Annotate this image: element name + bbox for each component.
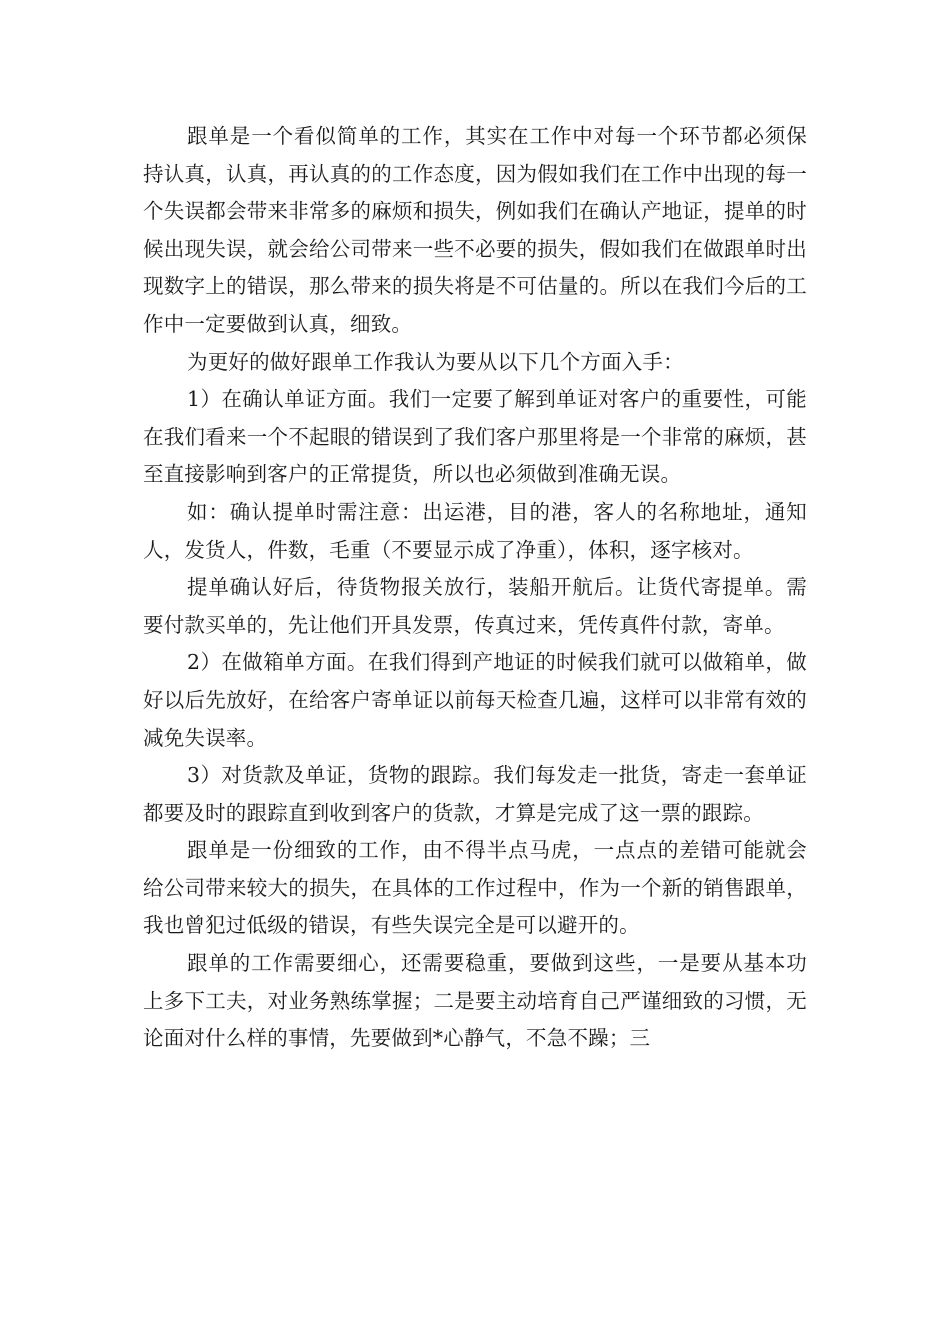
- paragraph-point-2: 2）在做箱单方面。在我们得到产地证的时候我们就可以做箱单，做好以后先放好，在给客户寄单证以前每天检查几遍，这样可以非常有效的减免失误率。: [143, 650, 807, 750]
- paragraph-point-3: 3）对货款及单证，货物的跟踪。我们每发走一批货，寄走一套单证都要及时的跟踪直到收到客户的货款，才算是完成了这一票的跟踪。: [143, 763, 807, 825]
- paragraph-careful-work: 跟单是一份细致的工作，由不得半点马虎，一点点的差错可能就会给公司带来较大的损失，在具体的工作过程中，作为一个新的销售跟单，我也曾犯过低级的错误，有些失误完全是可以避开的。: [143, 838, 807, 938]
- paragraph-point-1: 1）在确认单证方面。我们一定要了解到单证对客户的重要性，可能在我们看来一个不起眼的错误到了我们客户那里将是一个非常的麻烦，甚至直接影响到客户的正常提货，所以也必须做到准确无误。: [143, 387, 807, 487]
- paragraph-aspects-lead: 为更好的做好跟单工作我认为要从以下几个方面入手：: [187, 349, 684, 374]
- paragraph-intro: 跟单是一个看似简单的工作，其实在工作中对每一个环节都必须保持认真，认真，再认真的的工作态度，因为假如我们在工作中出现的每一个失误都会带来非常多的麻烦和损失，例如我们在确认产地证，提单的时候出现失误，就会给公司带来一些不必要的损失，假如我们在做跟单时出现数字上的错误，那么带来的损失将是不可估量的。所以在我们今后的工作中一定要做到认真，细致。: [143, 124, 807, 336]
- document-page: [143, 118, 807, 1058]
- paragraph-bill-confirm: 提单确认好后，待货物报关放行，装船开航后。让货代寄提单。需要付款买单的，先让他们开具发票，传真过来，凭传真件付款，寄单。: [143, 575, 807, 637]
- paragraph-requirements: 跟单的工作需要细心，还需要稳重，要做到这些，一是要从基本功上多下工夫，对业务熟练掌握；二是要主动培育自己严谨细致的习惯，无论面对什么样的事情，先要做到*心静气，不急不躁；三: [143, 951, 807, 1051]
- paragraph-example: 如：确认提单时需注意：出运港，目的港，客人的名称地址，通知人，发货人，件数，毛重（不要显示成了净重），体积，逐字核对。: [143, 499, 807, 562]
